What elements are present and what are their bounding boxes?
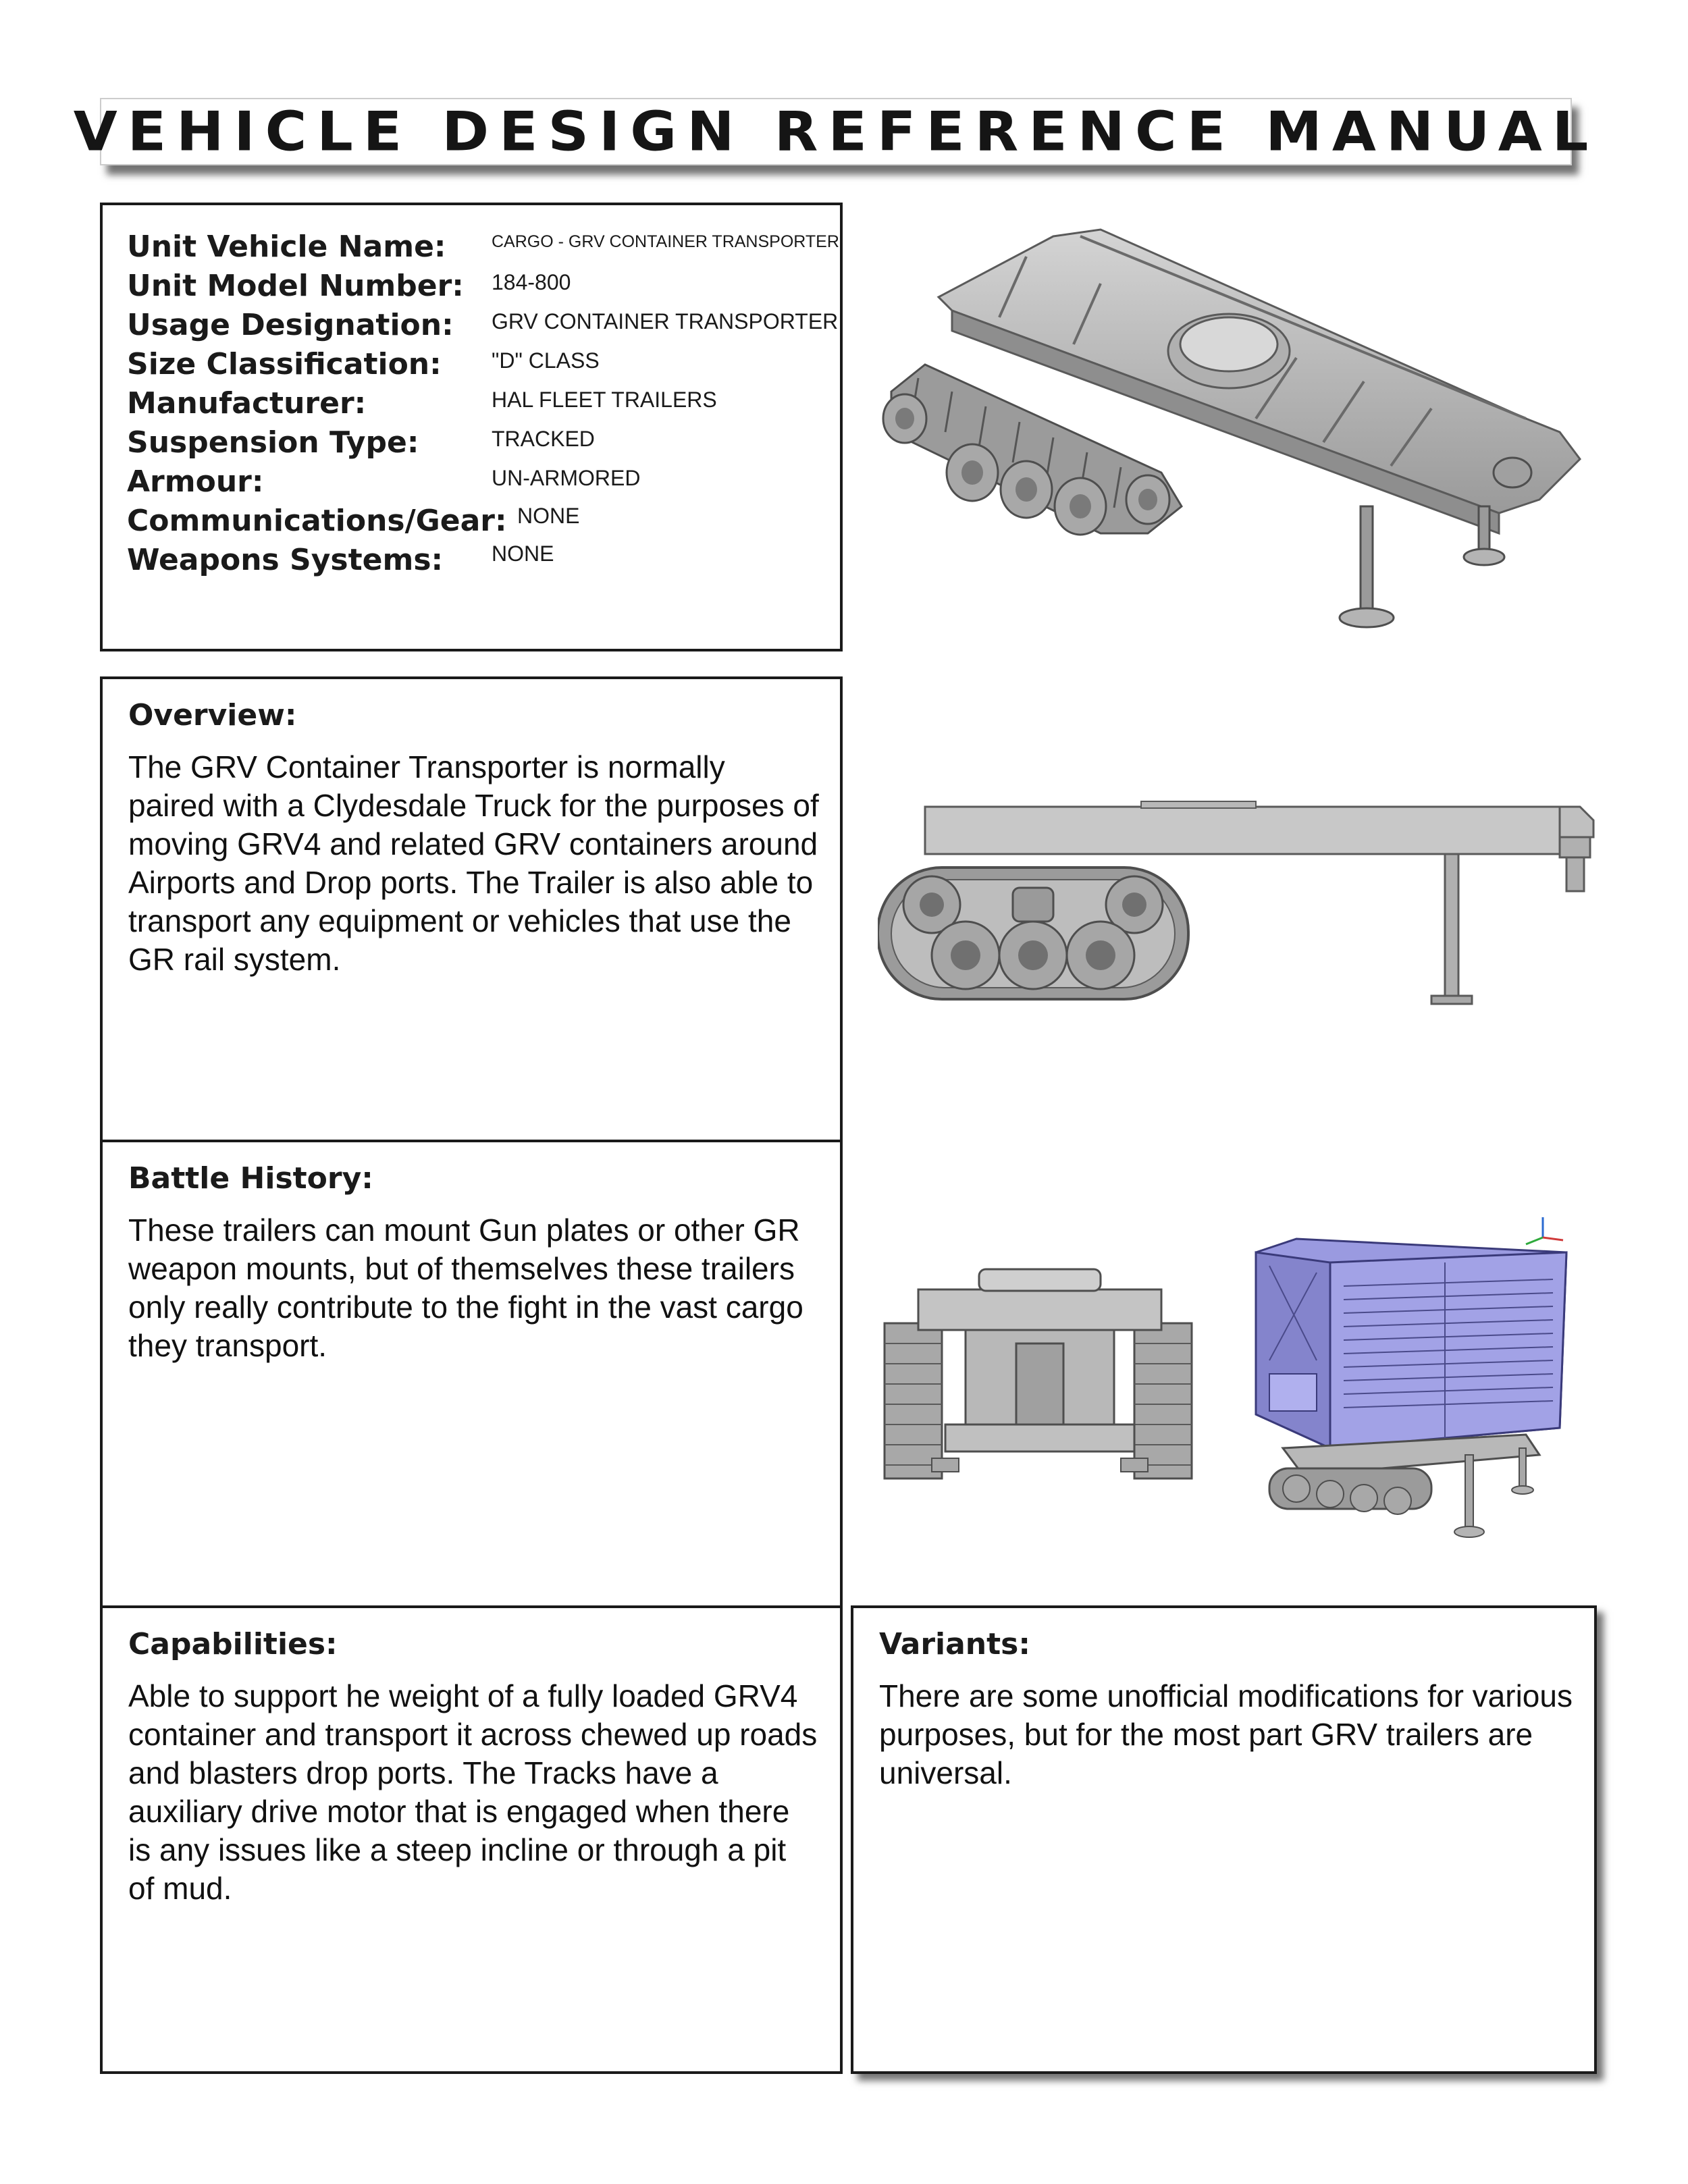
spec-value: NONE	[517, 504, 580, 528]
variants-box	[851, 1605, 1597, 2074]
spec-value: HAL FLEET TRAILERS	[492, 388, 717, 412]
overview-text: The GRV Container Transporter is normally paired with a Clydesdale Truck for the purposes of moving GRV4 and related GRV containers around Airports and Drop ports. The Trailer is also able to transport any equipment or vehicles that use the GR rail system.	[128, 749, 819, 977]
spec-label: Suspension Type:	[127, 425, 419, 460]
spec-value: GRV CONTAINER TRANSPORTER	[492, 309, 839, 334]
trailer-front-render	[878, 1262, 1202, 1492]
battle-history-box	[100, 1140, 843, 1608]
spec-value: "D" CLASS	[492, 348, 600, 373]
spec-label: Unit Model Number:	[127, 269, 464, 303]
spec-box	[100, 203, 843, 651]
spec-value: 184-800	[492, 270, 571, 294]
spec-value: NONE	[492, 541, 554, 566]
capabilities-text: Able to support he weight of a fully loaded GRV4 container and transport it across chewed up roads and blasters drop ports. The Tracks have a auxiliary drive motor that is engaged when there is any issues like a steep incline or through a pit of mud.	[128, 1678, 818, 1906]
page-title: VEHICLE DESIGN REFERENCE MANUAL	[73, 100, 1599, 163]
spec-label: Manufacturer:	[127, 386, 367, 421]
axis-icon	[1526, 1217, 1563, 1244]
spec-value: UN-ARMORED	[492, 466, 641, 490]
capabilities-box	[100, 1605, 843, 2074]
trailer-with-container-render	[1242, 1212, 1593, 1549]
spec-label: Usage Designation:	[127, 308, 454, 342]
trailer-isometric-render	[878, 216, 1607, 648]
spec-value: TRACKED	[492, 427, 595, 451]
capabilities-heading: Capabilities:	[128, 1627, 338, 1661]
variants-text: There are some unofficial modifications for various purposes, but for the most part GRV trailers are universal.	[879, 1678, 1573, 1790]
spec-label: Size Classification:	[127, 347, 442, 381]
variants-heading: Variants:	[879, 1627, 1030, 1661]
battle-history-text: These trailers can mount Gun plates or other GR weapon mounts, but of themselves these trailers only really contribute to the fight in the vast cargo they transport.	[128, 1213, 803, 1363]
overview-heading: Overview:	[128, 698, 297, 733]
spec-value: CARGO - GRV CONTAINER TRANSPORTER	[492, 232, 839, 251]
trailer-side-render	[878, 800, 1607, 1016]
spec-label: Communications/Gear:	[127, 504, 507, 538]
title-banner	[73, 98, 1599, 165]
overview-box	[100, 676, 843, 1142]
spec-label: Unit Vehicle Name:	[127, 230, 446, 264]
spec-label: Armour:	[127, 464, 264, 499]
spec-label: Weapons Systems:	[127, 543, 444, 577]
battle-history-heading: Battle History:	[128, 1161, 373, 1196]
